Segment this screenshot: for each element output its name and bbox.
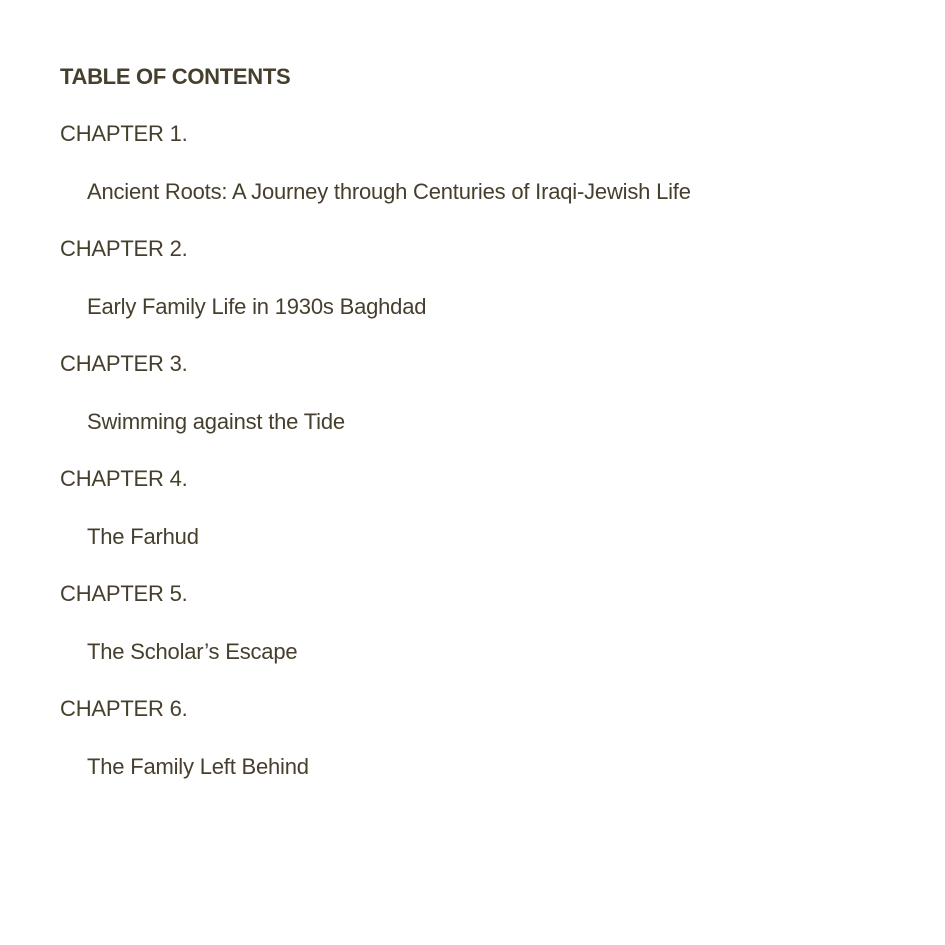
toc-entry-6 (60, 695, 691, 810)
chapter-title: Swimming against the Tide (87, 408, 345, 434)
chapter-title: The Family Left Behind (87, 753, 309, 779)
chapter-label: CHAPTER 1. (60, 121, 188, 146)
chapter-label: CHAPTER 5. (60, 581, 188, 606)
chapter-label: CHAPTER 6. (60, 696, 188, 721)
toc-entry-5 (60, 580, 691, 695)
chapter-title: The Farhud (87, 523, 199, 549)
toc-entry-2 (60, 235, 691, 350)
chapter-title: Early Family Life in 1930s Baghdad (87, 293, 427, 319)
chapter-title: The Scholar’s Escape (87, 638, 298, 664)
chapter-label: CHAPTER 2. (60, 236, 188, 261)
toc-entry-4 (60, 465, 691, 580)
toc-list (60, 120, 691, 810)
chapter-label: CHAPTER 3. (60, 351, 188, 376)
toc-entry-1 (60, 120, 691, 235)
chapter-label: CHAPTER 4. (60, 466, 188, 491)
toc-heading: TABLE OF CONTENTS (60, 64, 291, 89)
toc-entry-3 (60, 350, 691, 465)
chapter-title: Ancient Roots: A Journey through Centuries of Iraqi-Jewish Life (87, 178, 691, 204)
